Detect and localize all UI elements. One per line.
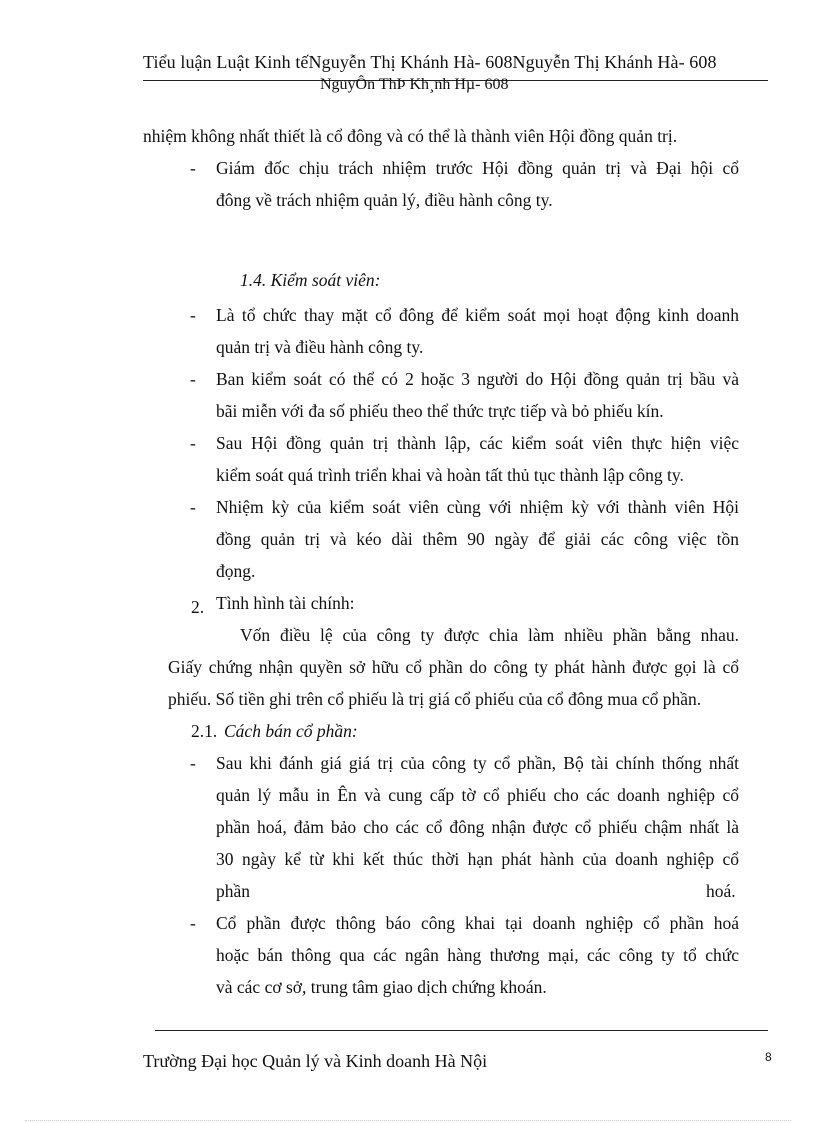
bullet-line: đông về trách nhiệm quản lý, điều hành công ty. (216, 190, 553, 210)
bullet-dash: - (190, 369, 196, 389)
bullet-dash: - (190, 433, 196, 453)
bullet-dash: - (190, 305, 196, 325)
paragraph-line: Vốn điều lệ của công ty được chia làm nhiều phần bằng nhau. (240, 625, 739, 645)
bullet-line: Sau Hội đồng quản trị thành lập, các kiểm soát viên thực hiện việc (216, 433, 739, 453)
paragraph-line: Giấy chứng nhận quyền sở hữu cổ phần do công ty phát hành được gọi là cổ (168, 657, 739, 677)
footer-rule (155, 1030, 768, 1031)
bullet-dash: - (190, 158, 196, 178)
page-boundary (25, 1120, 791, 1121)
section-number-2: 2. (191, 597, 205, 617)
header-title: Tiểu luận Luật Kinh tếNguyễn Thị Khánh Hà- 608Nguyễn Thị Khánh Hà- 608 (143, 52, 717, 72)
bullet-dash: - (190, 913, 196, 933)
section-number-2-1: 2.1. (191, 721, 218, 741)
bullet-line: Sau khi đánh giá giá trị của công ty cổ phần, Bộ tài chính thống nhất (216, 753, 739, 773)
section-heading-1-4: 1.4. Kiểm soát viên: (240, 270, 381, 290)
header-subtitle-garbled: NguyÔn ThÞ Kh¸nh Hµ- 608 (320, 76, 509, 93)
bullet-line: Giám đốc chịu trách nhiệm trước Hội đồng quản trị và Đại hội cổ (216, 158, 739, 178)
bullet-line: đọng. (216, 561, 256, 581)
bullet-dash: - (190, 753, 196, 773)
bullet-line: Cổ phần được thông báo công khai tại doanh nghiệp cổ phần hoá (216, 913, 739, 933)
bullet-line-start: phần (216, 881, 251, 901)
bullet-line: đồng quản trị và kéo dài thêm 90 ngày để giải các công việc tồn (216, 529, 739, 549)
bullet-line: Nhiệm kỳ của kiểm soát viên cùng với nhiệm kỳ với thành viên Hội (216, 497, 739, 517)
bullet-line: hoặc bán thông qua các ngân hàng thương mại, các công ty tổ chức (216, 945, 739, 965)
bullet-line-end: hoá. (706, 881, 736, 901)
bullet-line: 30 ngày kể từ khi kết thúc thời hạn phát hành của doanh nghiệp cổ (216, 849, 739, 869)
bullet-line: và các cơ sở, trung tâm giao dịch chứng khoán. (216, 977, 547, 997)
section-heading-2: Tình hình tài chính: (216, 593, 355, 613)
footer-school-name: Trường Đại học Quản lý và Kinh doanh Hà Nội (143, 1051, 488, 1071)
bullet-line: quản lý mẫu in Ên và cung cấp tờ cổ phiếu cho các doanh nghiệp cổ (216, 785, 739, 805)
bullet-dash: - (190, 497, 196, 517)
section-heading-2-1: Cách bán cổ phần: (224, 721, 358, 741)
paragraph-line: phiếu. Số tiền ghi trên cổ phiếu là trị giá cổ phiếu của cổ đông mua cổ phần. (168, 689, 702, 709)
paragraph-line: nhiệm không nhất thiết là cổ đông và có thể là thành viên Hội đồng quản trị. (143, 126, 678, 146)
page-number: 8 (765, 1050, 772, 1064)
bullet-line: bãi miễn với đa số phiếu theo thể thức trực tiếp và bỏ phiếu kín. (216, 401, 664, 421)
bullet-line: kiểm soát quá trình triển khai và hoàn tất thủ tục thành lập công ty. (216, 465, 684, 485)
bullet-line: Là tổ chức thay mặt cổ đông để kiểm soát mọi hoạt động kinh doanh (216, 305, 739, 325)
bullet-line: quản trị và điều hành công ty. (216, 337, 424, 357)
bullet-line: Ban kiểm soát có thể có 2 hoặc 3 người do Hội đồng quản trị bầu và (216, 369, 739, 389)
bullet-line: phần hoá, đảm bảo cho các cổ đông nhận được cổ phiếu chậm nhất là (216, 817, 739, 837)
